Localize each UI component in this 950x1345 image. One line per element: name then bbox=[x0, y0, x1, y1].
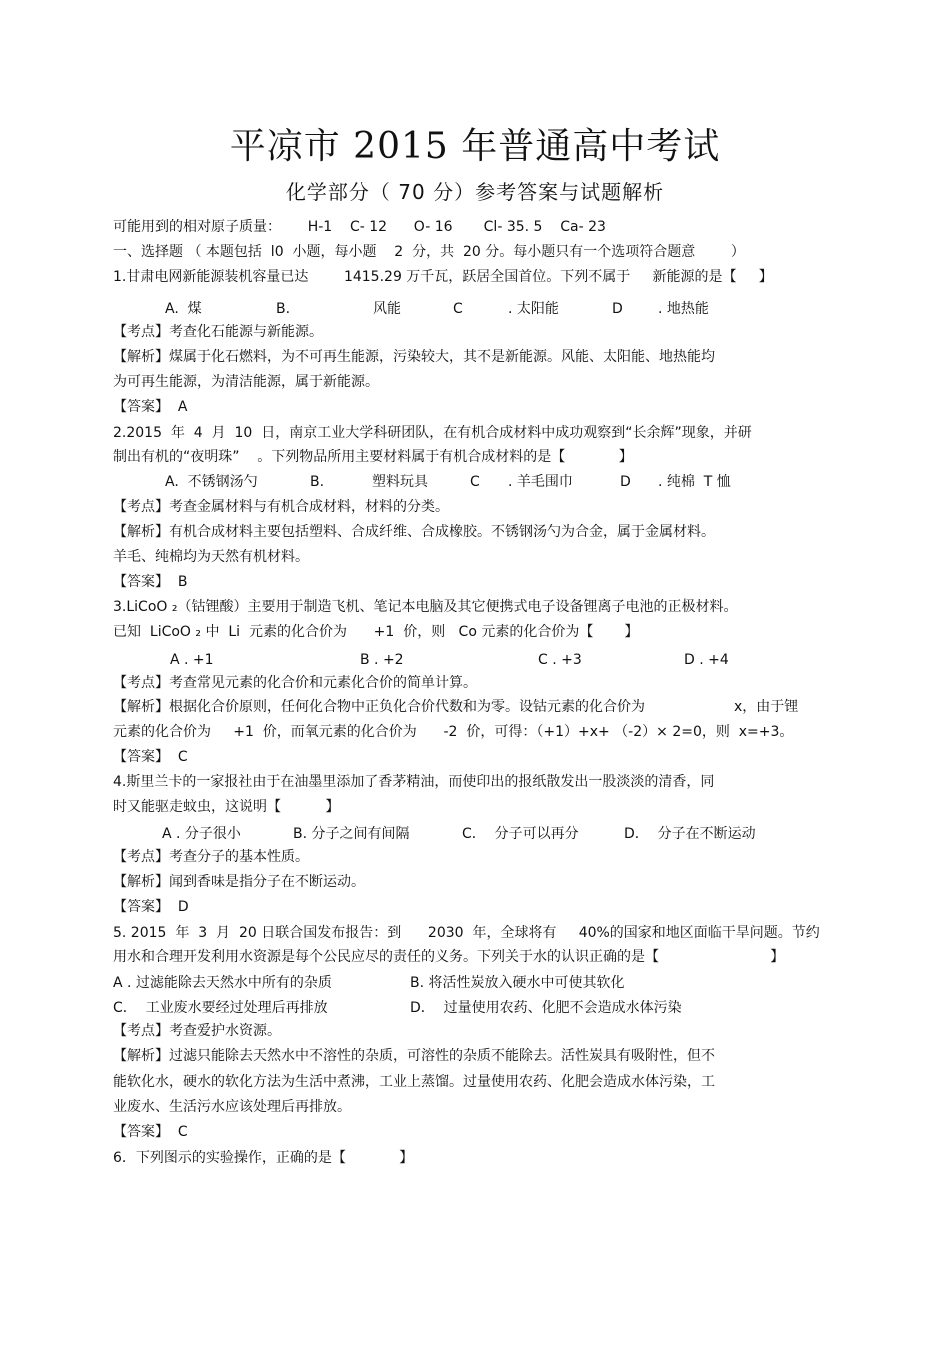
q5-option-c: C． 工业废水要经过处理后再排放 bbox=[113, 1000, 328, 1016]
q4-stem-1: 4.斯里兰卡的一家报社由于在油墨里添加了香茅精油，而使印出的报纸散发出一股淡淡的清香，同 bbox=[113, 774, 715, 790]
q4-kaodian: 【考点】考查分子的基本性质。 bbox=[113, 849, 309, 865]
q2-stem-2: 制出有机的“夜明珠” 。下列物品所用主要材料属于有机合成材料的是【 】 bbox=[113, 449, 633, 465]
q1-option-a: A. 煤 bbox=[165, 301, 202, 317]
q3-stem-2: 已知 LiCoO ₂ 中 Li 元素的化合价为 +1 价，则 Co 元素的化合价为【 】 bbox=[113, 624, 639, 640]
q5-answer: 【答案】 C bbox=[113, 1124, 188, 1140]
q3-jiexi-2: 元素的化合价为 +1 价，而氧元素的化合价为 -2 价，可得：（+1）+x+ （-2）× 2=0，则 x=+3。 bbox=[113, 724, 794, 740]
q5-option-d: D． 过量使用农药、化肥不会造成水体污染 bbox=[410, 1000, 682, 1016]
q1-answer: 【答案】 A bbox=[113, 399, 188, 415]
q1-option-b-letter: B. bbox=[276, 301, 291, 317]
q1-option-b-text: 风能 bbox=[373, 301, 401, 317]
q3-option-a: A . +1 bbox=[170, 652, 214, 668]
q1-option-d-text: . 地热能 bbox=[658, 301, 709, 317]
q1-option-d-letter: D bbox=[612, 301, 623, 317]
q4-answer: 【答案】 D bbox=[113, 899, 189, 915]
q2-option-a: A. 不锈钢汤勺 bbox=[165, 474, 258, 490]
section-heading: 一、选择题 （ 本题包括 l0 小题，每小题 2 分，共 20 分。每小题只有一个选项符合题意 ） bbox=[113, 244, 745, 260]
q3-kaodian: 【考点】考查常见元素的化合价和元素化合价的简单计算。 bbox=[113, 675, 477, 691]
q3-answer: 【答案】 C bbox=[113, 749, 188, 765]
q2-jiexi-2: 羊毛、纯棉均为天然有机材料。 bbox=[113, 549, 309, 565]
q5-kaodian: 【考点】考查爱护水资源。 bbox=[113, 1023, 281, 1039]
q3-stem-1: 3.LiCoO ₂（钴锂酸）主要用于制造飞机、笔记本电脑及其它便携式电子设备锂离子电池的正极材料。 bbox=[113, 599, 738, 615]
q1-stem: 1.甘肃电网新能源装机容量已达 1415.29 万千瓦，跃居全国首位。下列不属于 新能源的是【 】 bbox=[113, 269, 773, 285]
q2-kaodian: 【考点】考查金属材料与有机合成材料，材料的分类。 bbox=[113, 499, 449, 515]
q4-jiexi-1: 【解析】闻到香味是指分子在不断运动。 bbox=[113, 874, 365, 890]
q4-option-c: C． 分子可以再分 bbox=[462, 826, 579, 842]
q2-option-c-text: . 羊毛围巾 bbox=[508, 474, 573, 490]
q4-option-b: B. 分子之间有间隔 bbox=[293, 826, 410, 842]
q2-jiexi-1: 【解析】有机合成材料主要包括塑料、合成纤维、合成橡胶。不锈钢汤勺为合金，属于金属材料。 bbox=[113, 524, 715, 540]
q1-option-c-letter: C bbox=[453, 301, 463, 317]
q2-option-d-text: . 纯棉 T 恤 bbox=[658, 474, 731, 490]
q5-stem-1: 5. 2015 年 3 月 20 日联合国发布报告：到 2030 年，全球将有 40%的国家和地区面临干旱问题。节约 bbox=[113, 925, 820, 941]
q1-jiexi-1: 【解析】煤属于化石燃料，为不可再生能源，污染较大，其不是新能源。风能、太阳能、地热能均 bbox=[113, 349, 715, 365]
q3-option-c: C . +3 bbox=[538, 652, 582, 668]
page-subtitle: 化学部分（ 70 分）参考答案与试题解析 bbox=[285, 180, 665, 204]
q3-option-b: B . +2 bbox=[360, 652, 404, 668]
q5-option-b: B. 将活性炭放入硬水中可使其软化 bbox=[410, 975, 625, 991]
q6-stem: 6．下列图示的实验操作，正确的是【 】 bbox=[113, 1150, 414, 1166]
q1-kaodian: 【考点】考查化石能源与新能源。 bbox=[113, 324, 323, 340]
q4-stem-2: 时又能驱走蚊虫，这说明【 】 bbox=[113, 799, 340, 815]
q5-jiexi-3: 业废水、生活污水应该处理后再排放。 bbox=[113, 1099, 351, 1115]
q2-option-d-letter: D bbox=[620, 474, 631, 490]
q3-jiexi-1: 【解析】根据化合价原则，任何化合物中正负化合价代数和为零。设钴元素的化合价为 x，由于锂 bbox=[113, 699, 799, 715]
q3-option-d: D . +4 bbox=[684, 652, 729, 668]
q5-stem-2: 用水和合理开发利用水资源是每个公民应尽的责任的义务。下列关于水的认识正确的是【 】 bbox=[113, 949, 785, 965]
q1-option-c-text: . 太阳能 bbox=[508, 301, 559, 317]
q2-stem-1: 2.2015 年 4 月 10 日，南京工业大学科研团队，在有机合成材料中成功观察到“长余辉”现象，并研 bbox=[113, 425, 752, 441]
q2-option-b-letter: B. bbox=[310, 474, 325, 490]
q2-option-b-text: 塑料玩具 bbox=[372, 474, 428, 490]
q4-option-a: A . 分子很小 bbox=[162, 826, 241, 842]
q5-option-a: A . 过滤能除去天然水中所有的杂质 bbox=[113, 975, 332, 991]
q2-option-c-letter: C bbox=[470, 474, 480, 490]
q5-jiexi-1: 【解析】过滤只能除去天然水中不溶性的杂质，可溶性的杂质不能除去。活性炭具有吸附性，但不 bbox=[113, 1048, 715, 1064]
q4-option-d: D． 分子在不断运动 bbox=[624, 826, 756, 842]
q2-answer: 【答案】 B bbox=[113, 574, 188, 590]
q5-jiexi-2: 能软化水，硬水的软化方法为生活中煮沸，工业上蒸馏。过量使用农药、化肥会造成水体污染，工 bbox=[113, 1074, 715, 1090]
atomic-masses: 可能用到的相对原子质量： H-1 C- 12 O- 16 Cl- 35. 5 Ca- 23 bbox=[113, 219, 606, 235]
q1-jiexi-2: 为可再生能源，为清洁能源，属于新能源。 bbox=[113, 374, 379, 390]
page-title: 平凉市 2015 年普通高中考试 bbox=[229, 126, 721, 167]
